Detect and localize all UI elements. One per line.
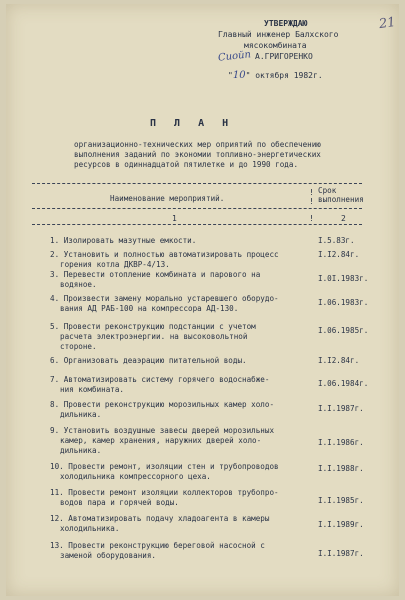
list-item (50, 250, 310, 270)
list-item (50, 356, 310, 366)
list-item-date: I.5.83г. (318, 236, 355, 245)
handwritten-signature: Сиойп (217, 49, 252, 64)
list-item (50, 322, 310, 352)
list-item-text: дильника. (60, 446, 102, 455)
approval-day: 10 (232, 70, 246, 81)
approver-position: Главный инженер Балхского (218, 30, 339, 39)
approval-date: "10" октября 1982г. (228, 70, 323, 81)
list-item-text: 6. Организовать деаэрацию питательной воды. (50, 356, 247, 365)
list-item-text: холодильника. (60, 524, 120, 533)
list-item (50, 426, 310, 456)
subtitle-line: ресурсов в одиннадцатой пятилетке и до 1990 года. (74, 160, 299, 169)
list-item-date: I.I2.84г. (318, 250, 360, 259)
list-item-text: 10. Провести ремонт, изоляции стен и трубопроводов (50, 462, 279, 471)
table-numbers-rule (32, 224, 362, 225)
list-item-text: 13. Провести реконструкцию береговой насосной с (50, 541, 265, 550)
list-item-date: I.I.1989г. (318, 520, 364, 529)
list-item-date: I.06.1984г. (318, 379, 369, 388)
list-item-text: 1. Изолировать мазутные емкости. (50, 236, 197, 245)
list-item-date: I.I.1987г. (318, 404, 364, 413)
list-item (50, 488, 310, 508)
list-item-text: 7. Автоматизировать систему горячего водоснабже- (50, 375, 270, 384)
list-item-text: 5. Провести реконструкцию подстанции с учетом (50, 322, 256, 331)
list-item-text: 11. Провести ремонт изоляции коллекторов трубопро- (50, 488, 279, 497)
list-item-date: I.I.1987г. (318, 549, 364, 558)
column-number-2: 2 (341, 214, 346, 223)
list-item-date: I.I.1986г. (318, 438, 364, 447)
list-item-date: I.06.1985г. (318, 326, 369, 335)
column-number-1: 1 (172, 214, 177, 223)
list-item (50, 375, 310, 395)
list-item-date: I.I2.84г. (318, 356, 360, 365)
list-item-text: ния комбината. (60, 385, 125, 394)
list-item (50, 462, 310, 482)
list-item-text: вания АД РАБ-100 на компрессора АД-130. (60, 304, 239, 313)
list-item-date: I.I.1985г. (318, 496, 364, 505)
list-item (50, 400, 310, 420)
list-item-date: I.I.1988г. (318, 464, 364, 473)
list-item-text: водов пара и горячей воды. (60, 498, 179, 507)
approver-organization: мясокомбината (244, 41, 307, 50)
approval-heading: УТВЕРЖДАЮ (264, 19, 308, 28)
list-item-text: 12. Автоматизировать подачу хладоагента в камеры (50, 514, 270, 523)
list-item-date: I.0I.1983г. (318, 274, 369, 283)
list-item-text: камер, камер хранения, наружних дверей холо- (60, 436, 262, 445)
table-header-rule (32, 208, 362, 209)
list-item (50, 541, 310, 561)
approval-block (198, 18, 388, 81)
list-item (50, 270, 310, 290)
subtitle-line: выполнения заданий по экономии топливно-энергетических (74, 150, 321, 159)
subtitle-line: организационно-технических мер оприятий по обеспечению (74, 140, 321, 149)
approval-date-rest: октября 1982г. (255, 71, 323, 80)
approver-signature-line (198, 51, 388, 62)
list-item (50, 514, 310, 534)
column-header-name: Наименование мероприятий. (110, 194, 225, 203)
page-number: 21 (378, 14, 397, 33)
list-item-text: горения котла ДКВР-4/13. (60, 260, 170, 269)
document-title: П Л А Н (150, 118, 235, 129)
table-top-rule (32, 183, 362, 184)
list-item-text: дильника. (60, 410, 102, 419)
column-header-date: Срок выполнения (318, 186, 364, 204)
list-item-date: I.06.1983г. (318, 298, 369, 307)
list-item-text: расчета электроэнергии. на высоковольтной (60, 332, 248, 341)
list-item-text: 2. Установить и полностью автоматизировать процесс (50, 250, 279, 259)
list-item-text: холодильника компрессорного цеха. (60, 472, 211, 481)
list-item-text: 8. Провести реконструкцию морозильных камер холо- (50, 400, 275, 409)
list-item-text: заменой оборудования. (60, 551, 157, 560)
list-item-text: 9. Установить воздушные завесы дверей морозильных (50, 426, 275, 435)
list-item-text: стороне. (60, 342, 97, 351)
document-subtitle (74, 140, 364, 170)
column-separator: ! ! (309, 188, 314, 206)
list-item-text: водяное. (60, 280, 97, 289)
approver-name: А.ГРИГОРЕНКО (255, 52, 313, 61)
list-item-text: 3. Перевести отопление комбината и парового на (50, 270, 261, 279)
list-item-text: 4. Произвести замену морально устаревшего оборудо- (50, 294, 279, 303)
list-item (50, 236, 310, 246)
list-item (50, 294, 310, 314)
column-separator: ! (309, 214, 314, 223)
